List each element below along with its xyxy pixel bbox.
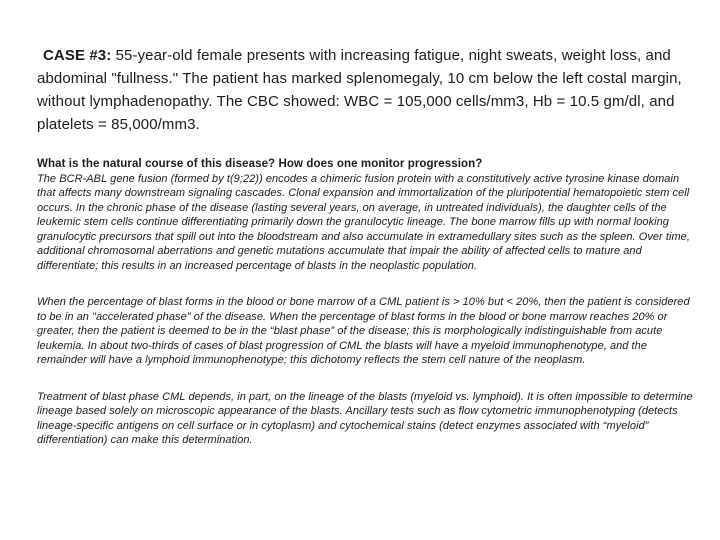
- question-heading: What is the natural course of this disease? How does one monitor progression?: [37, 158, 483, 170]
- case-description: 55-year-old female presents with increasing fatigue, night sweats, weight loss, and abdominal "fullness." The patient has marked splenomegaly, 10 cm below the left costal margin, without lymphadenopathy. The CBC showed: WBC = 105,000 cells/mm3, Hb = 10.5 gm/dl, and platelets = 85,000/mm3.: [37, 47, 682, 133]
- case-label: CASE #3:: [43, 47, 112, 64]
- answer-paragraph-natural-course: The BCR-ABL gene fusion (formed by t(9;22)) encodes a chimeric fusion protein with a constitutively active tyrosine kinase domain that affects many downstream signaling cascades. Clonal expansion and immortalization of the pluripotential hematopoietic stem cell occurs. In the chronic phase of the disease (lasting several years, on average, in untreated individuals), the daughter cells of the leukemic stem cells continue differentiating primarily down the granulocytic lineage. The bone marrow fills up with normal looking granulocytic precursors that spill out into the bloodstream and also accumulate in extramedullary sites such as the spleen. Over time, additional chromosomal aberrations and genetic mutations accumulate that impair the ability of affected cells to mature and differentiate; this results in an increased percentage of blasts in the neoplastic population.: [37, 172, 690, 272]
- answer-paragraph-treatment: Treatment of blast phase CML depends, in part, on the lineage of the blasts (myeloid vs. lymphoid). It is often impossible to determine lineage based solely on microscopic appearance of the blasts. Ancillary tests such as flow cytometric immunophenotyping (detects lineage-specific antigens on cell surface or in cytoplasm) and cytochemical stains (detect enzymes associated with “myeloid” differentiation) can make this determination.: [37, 390, 693, 446]
- case-paragraph: [37, 44, 695, 136]
- answer-paragraph-phases: When the percentage of blast forms in the blood or bone marrow of a CML patient is > 10% but < 20%, then the patient is considered to be in an "accelerated phase" of the disease. When the percentage of blast forms in the blood or bone marrow reaches 20% or greater, then the patient is deemed to be in the “blast phase” of the disease; this is morphologically indistinguishable from acute leukemia. In about two-thirds of cases of blast progression of CML the blasts will have a myeloid immunophenotype, and the remainder will have a lymphoid immunophenotype; this dichotomy reflects the stem cell nature of the neoplasm.: [37, 296, 690, 366]
